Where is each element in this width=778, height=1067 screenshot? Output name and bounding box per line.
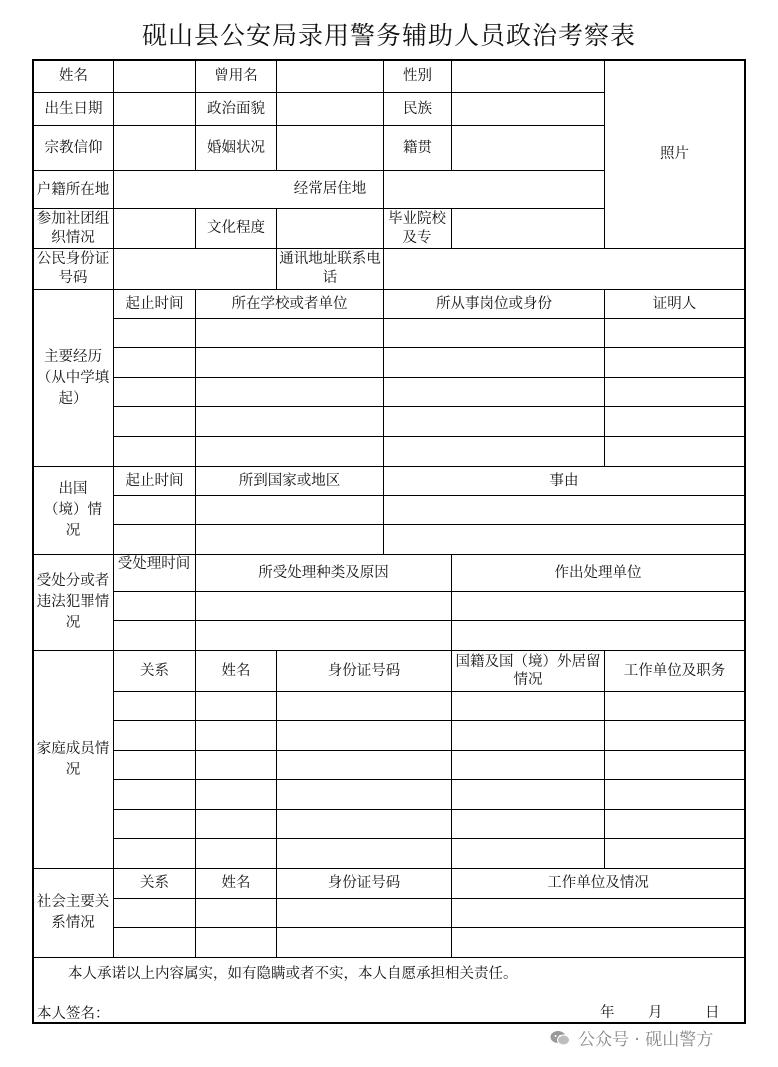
label-religion: 宗教信仰: [44, 139, 103, 156]
label-native-place: 籍贯: [403, 139, 432, 156]
label-used-name: 曾用名: [214, 68, 258, 84]
col-header: 关系: [140, 662, 169, 679]
col-divider: [451, 650, 452, 957]
label-contact: 通讯地址联系电话: [279, 251, 381, 286]
wechat-icon: [550, 1030, 570, 1046]
declaration: 本人承诺以上内容属实，如有隐瞒或者不实，本人自愿承担相关责任。: [68, 966, 518, 982]
col-header: 所到国家或地区: [238, 472, 341, 489]
watermark-text: 公众号 · 砚山警方: [578, 1030, 714, 1050]
date-day: 日: [705, 1005, 720, 1021]
col-header: 事由: [549, 472, 579, 489]
row-divider: [113, 720, 745, 721]
page-title: 砚山县公安局录用警务辅助人员政治考察表: [141, 21, 636, 50]
row-divider: [113, 406, 745, 407]
col-divider: [276, 60, 277, 170]
col-header: 作出处理单位: [554, 564, 642, 581]
col-header: 工作单位及情况: [547, 875, 649, 891]
label-birth-date: 出生日期: [44, 100, 103, 117]
row-divider: [113, 691, 745, 692]
col-divider: [451, 60, 452, 170]
col-header: 受处理时间: [117, 556, 191, 572]
label-gender: 性别: [403, 68, 432, 84]
row-divider: [113, 377, 745, 378]
label-education: 文化程度: [207, 220, 265, 236]
col-header: 起止时间: [125, 472, 184, 489]
section-punishment: 受处分或者违法犯罪情况: [36, 573, 110, 631]
label-school-major: 毕业院校及专: [388, 210, 446, 246]
row-divider: [113, 591, 745, 592]
label-social-org: 参加社团组织情况: [36, 210, 110, 246]
col-divider: [451, 208, 452, 248]
label-residence: 经常居住地: [293, 181, 367, 197]
section-experience: 主要经历（从中学填起）: [36, 348, 110, 407]
col-header: 国籍及国（境）外居留情况: [455, 654, 601, 688]
row-divider: [113, 750, 745, 751]
row-divider: [113, 927, 745, 928]
row-divider: [113, 898, 745, 899]
label-political-status: 政治面貌: [207, 100, 265, 117]
label-name: 姓名: [59, 68, 88, 84]
col-divider: [276, 208, 277, 289]
col-header: 姓名: [221, 875, 251, 891]
col-divider: [276, 650, 277, 957]
col-header: 起止时间: [125, 295, 184, 312]
col-header: 所从事岗位或身份: [436, 295, 552, 312]
label-id-number: 公民身份证号码: [36, 251, 110, 286]
col-header: 证明人: [652, 295, 697, 312]
section-social: 社会主要关系情况: [36, 894, 110, 931]
col-header: 所在学校或者单位: [231, 295, 348, 312]
date-year: 年: [600, 1005, 615, 1021]
row-divider: [33, 248, 745, 249]
watermark: [550, 1025, 713, 1050]
label-household-location: 户籍所在地: [36, 181, 110, 198]
signature-label: 本人签名：: [37, 1006, 110, 1022]
col-divider: [195, 650, 196, 957]
row-divider: [113, 620, 745, 621]
row-divider: [113, 838, 745, 839]
row-divider: [113, 495, 745, 496]
label-ethnicity: 民族: [403, 100, 432, 117]
label-marital-status: 婚姻状况: [207, 139, 265, 156]
row-divider: [113, 318, 745, 319]
row-divider: [33, 92, 604, 93]
col-divider: [195, 289, 196, 554]
col-divider: [113, 60, 114, 957]
col-header: 身份证号码: [327, 875, 401, 891]
row-divider: [33, 957, 745, 958]
row-divider: [33, 125, 604, 126]
row-divider: [113, 524, 745, 525]
col-header: 工作单位及职务: [623, 662, 726, 679]
row-divider: [113, 347, 745, 348]
row-divider: [113, 779, 745, 780]
row-divider: [113, 809, 745, 810]
section-abroad: 出国（境）情况: [44, 481, 102, 539]
date-month: 月: [648, 1005, 663, 1021]
col-divider: [383, 248, 384, 289]
col-header: 所受处理种类及原因: [258, 564, 389, 581]
row-divider: [33, 208, 604, 209]
row-divider: [113, 436, 745, 437]
col-header: 关系: [140, 875, 169, 891]
col-divider: [383, 289, 384, 554]
col-header: 姓名: [221, 662, 251, 679]
section-family: 家庭成员情况: [36, 740, 110, 778]
photo-box: 照片: [660, 146, 689, 162]
col-header: 身份证号码: [327, 662, 401, 679]
